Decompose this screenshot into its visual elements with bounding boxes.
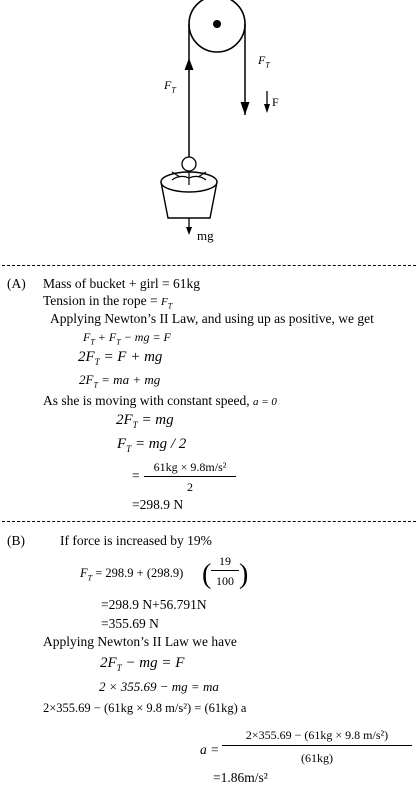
part-a-eq6-denominator: 2 <box>187 480 193 494</box>
part-a-newton-line: Applying Newton’s II Law, and using up as positive, we get <box>50 311 374 326</box>
part-a-tag: (A) <box>7 276 26 291</box>
part-b-eq6: 2×355.69 − (61kg × 9.8 m/s²) = (61kg) a <box>43 701 247 715</box>
tension-arrow-right <box>241 102 250 115</box>
section-divider-2 <box>2 521 416 522</box>
part-a-tension-line: Tension in the rope = $F_T$ <box>43 293 173 311</box>
section-divider <box>2 265 416 266</box>
part-a-mass-line: Mass of bucket + girl = 61kg <box>43 276 200 291</box>
label-f: F <box>272 95 279 109</box>
label-ft-left: $F_T$ <box>164 78 176 95</box>
part-a-constant-speed-line: As she is moving with constant speed, a = 0 <box>43 393 277 408</box>
part-b-eq4: $2F_T$ − mg = F <box>100 655 185 673</box>
part-b-eq7-numerator: 2×355.69 − (61kg × 9.8 m/s²) <box>245 728 389 742</box>
part-b-tag: (B) <box>7 533 25 548</box>
part-b-eq7-fraction-bar <box>222 745 412 746</box>
part-a-eq1: $F_T + F_T$ − mg = F <box>83 330 171 347</box>
bucket-body <box>161 182 217 218</box>
part-b-eq1-numerator: 19 <box>219 554 231 568</box>
part-a-eq2: $2F_T = F$ + mg <box>78 349 163 367</box>
part-b-newton-line: Applying Newton’s II Law we have <box>43 634 237 649</box>
part-b-eq5: 2 × 355.69 − mg = ma <box>99 679 219 694</box>
part-b-eq1-lhs: $F_T = 298.9 + (298.9)$ <box>80 566 184 583</box>
label-ft-right: $F_T$ <box>258 53 270 70</box>
part-a-eq5: $F_T$ = mg / 2 <box>117 436 187 454</box>
tension-arrow-left <box>185 58 194 70</box>
girl-head <box>182 157 196 171</box>
part-b-increase-line: If force is increased by 19% <box>60 533 212 548</box>
part-a-eq6-fraction-bar <box>144 476 236 477</box>
part-b-eq1-denominator: 100 <box>216 574 234 588</box>
pulley-axle <box>213 20 221 28</box>
part-b-eq3: =355.69 N <box>101 616 159 631</box>
part-a-eq4: $2F_T$ = mg <box>116 412 174 430</box>
part-a-result: =298.9 N <box>132 497 184 512</box>
part-b-result: =1.86m/s² <box>213 770 268 785</box>
pulley-diagram <box>0 0 420 260</box>
part-b-eq2: =298.9 N+56.791N <box>101 597 207 612</box>
label-mg: mg <box>197 228 214 243</box>
part-a-eq6-numerator: 61kg × 9.8m/s² <box>153 460 227 474</box>
part-a-eq3: $2F_T$ = ma + mg <box>79 372 161 390</box>
part-b-eq7-lhs: a = <box>200 742 220 757</box>
part-a-eq6-equals: = <box>132 468 140 483</box>
part-b-eq7-denominator: (61kg) <box>301 751 333 765</box>
